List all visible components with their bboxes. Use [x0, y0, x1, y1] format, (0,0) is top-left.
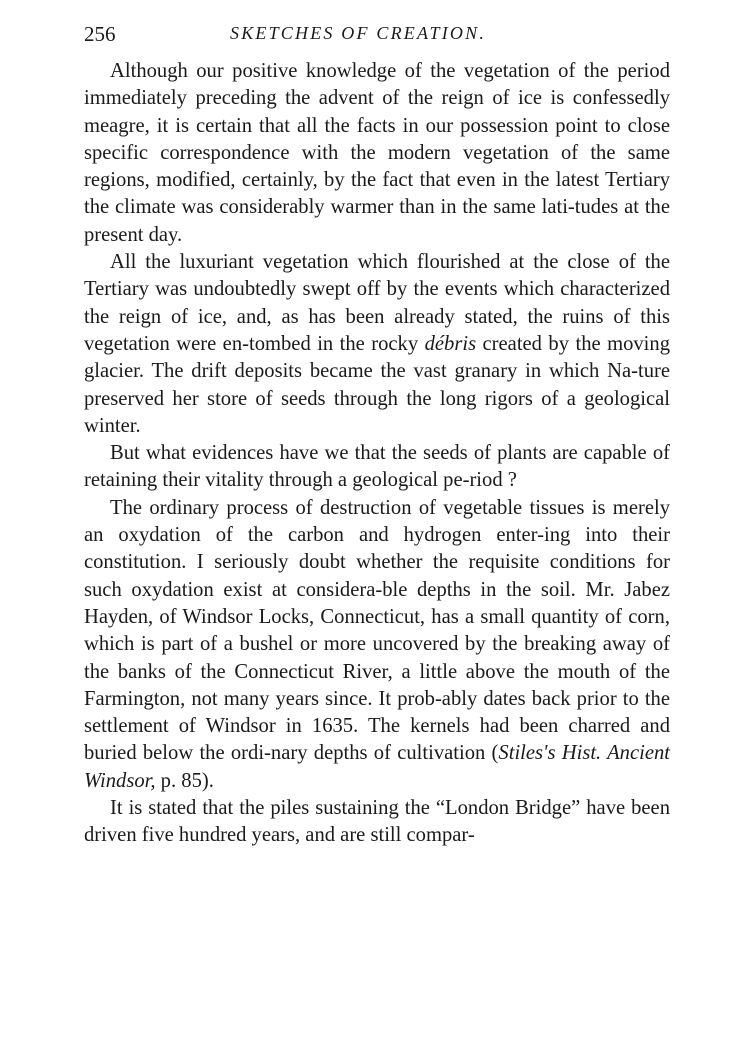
paragraph-seed-vitality-question: But what evidences have we that the seeds of plants are capable of retaining their vitality through a geological pe-riod ?	[84, 442, 670, 492]
paragraph-tertiary-vegetation	[84, 249, 670, 440]
paragraph-text-segment: created by the moving glacier. The drift deposits became the vast granary in which Na-ture preserved her store of seeds through the long rigors of a geological winter.	[84, 332, 670, 437]
book-page	[84, 20, 670, 850]
paragraph-oxydation	[84, 495, 670, 795]
italic-term-debris: débris	[424, 332, 477, 355]
paragraph-text-segment: All the luxuriant vegetation which flourished at the close of the Tertiary was undoubtedly swept off by the events which characterized the reign of ice, and, as has been already stated, the ruins of this vegetation were en-tombed in the rocky	[84, 251, 670, 355]
running-title: SKETCHES OF CREATION.	[230, 23, 487, 43]
paragraph-text-segment: The ordinary process of destruction of vegetable tissues is merely an oxydation of the carbon and hydrogen enter-ing into their constitution. I seriously doubt whether the requisite conditions for such oxydation exist at considera-ble depths in the soil. Mr. Jabez Hayden, of Windsor Locks, Connecticut, has a small quantity of corn, which is part of a bushel or more uncovered by the breaking away of the banks of the Connecticut River, a little above the mouth of the Farmington, not many years since. It prob-ably dates back prior to the settlement of Windsor in 1635. The kernels had been charred and buried below the ordi-nary depths of cultivation (	[84, 496, 670, 765]
paragraph-london-bridge: It is stated that the piles sustaining the “London Bridge” have been driven five hundred years, and are still compar-	[84, 797, 670, 847]
page-number: 256	[84, 22, 116, 46]
italic-citation: Stiles's Hist. Ancient Windsor,	[84, 742, 670, 792]
paragraph-vegetation-knowledge: Although our positive knowledge of the vegetation of the period immediately preceding the advent of the reign of ice is confessedly meagre, it is certain that all the facts in our possession point to close specific correspondence with the modern vegetation of the same regions, modified, certainly, by the fact that even in the latest Tertiary the climate was considerably warmer than in the same lati-tudes at the present day.	[84, 60, 670, 246]
paragraph-text-segment: p. 85).	[155, 769, 214, 792]
body-text	[84, 58, 670, 850]
running-head	[84, 20, 670, 50]
